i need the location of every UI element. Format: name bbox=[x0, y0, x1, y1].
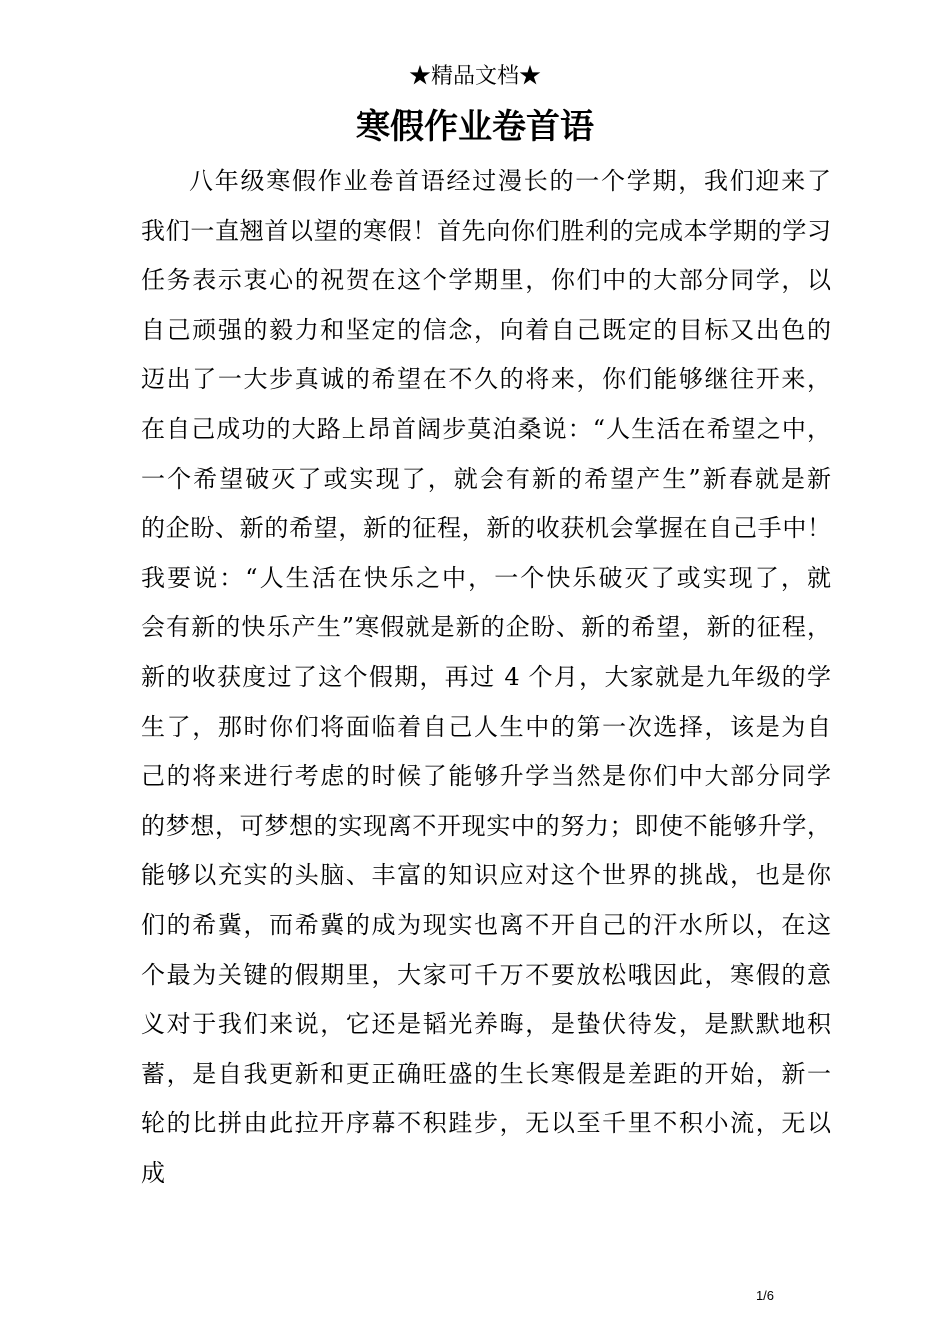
document-body bbox=[141, 157, 831, 1198]
body-line: 一个希望破灭了或实现了，就会有新的希望产生”新春就是新 bbox=[141, 464, 831, 493]
body-line: 我要说：“人生活在快乐之中，一个快乐破灭了或实现了，就 bbox=[141, 563, 831, 592]
body-line: 我们一直翘首以望的寒假！首先向你们胜利的完成本学期的学习 bbox=[141, 216, 831, 245]
body-line: 的企盼、新的希望，新的征程，新的收获机会掌握在自己手中！ bbox=[141, 514, 831, 543]
body-line: 八年级寒假作业卷首语经过漫长的一个学期，我们迎来了 bbox=[189, 167, 831, 195]
body-line: 轮的比拼由此拉开序幕不积跬步，无以至千里不积小流，无以 bbox=[141, 1109, 831, 1138]
body-line: 们的希冀，而希冀的成为现实也离不开自己的汗水所以，在这 bbox=[141, 910, 831, 939]
body-line: 蓄，是自我更新和更正确旺盛的生长寒假是差距的开始，新一 bbox=[141, 1059, 831, 1088]
body-line: 任务表示衷心的祝贺在这个学期里，你们中的大部分同学，以 bbox=[141, 266, 831, 295]
body-line: 的梦想，可梦想的实现离不开现实中的努力；即使不能够升学， bbox=[141, 811, 831, 840]
body-line: 在自己成功的大路上昂首阔步莫泊桑说：“人生活在希望之中， bbox=[141, 414, 831, 443]
body-line: 己的将来进行考虑的时候了能够升学当然是你们中大部分同学 bbox=[141, 762, 831, 791]
body-line: 能够以充实的头脑、丰富的知识应对这个世界的挑战，也是你 bbox=[141, 861, 831, 890]
body-line: 新的收获度过了这个假期，再过 4 个月，大家就是九年级的学 bbox=[141, 662, 831, 691]
page-number: 1/6 bbox=[755, 1288, 775, 1303]
body-line: 自己顽强的毅力和坚定的信念，向着自己既定的目标又出色的 bbox=[141, 315, 831, 344]
document-header: ★精品文档★ bbox=[408, 64, 541, 89]
body-line: 义对于我们来说，它还是韬光养晦，是蛰伏待发，是默默地积 bbox=[141, 1010, 831, 1039]
body-line: 生了，那时你们将面临着自己人生中的第一次选择，该是为自 bbox=[141, 712, 831, 741]
body-line: 成 bbox=[141, 1158, 165, 1187]
body-line: 会有新的快乐产生”寒假就是新的企盼、新的希望，新的征程， bbox=[141, 613, 831, 642]
document-title: 寒假作业卷首语 bbox=[356, 107, 594, 147]
body-line: 迈出了一大步真诚的希望在不久的将来，你们能够继往开来， bbox=[141, 365, 831, 394]
body-line: 个最为关键的假期里，大家可千万不要放松哦因此，寒假的意 bbox=[141, 960, 831, 989]
